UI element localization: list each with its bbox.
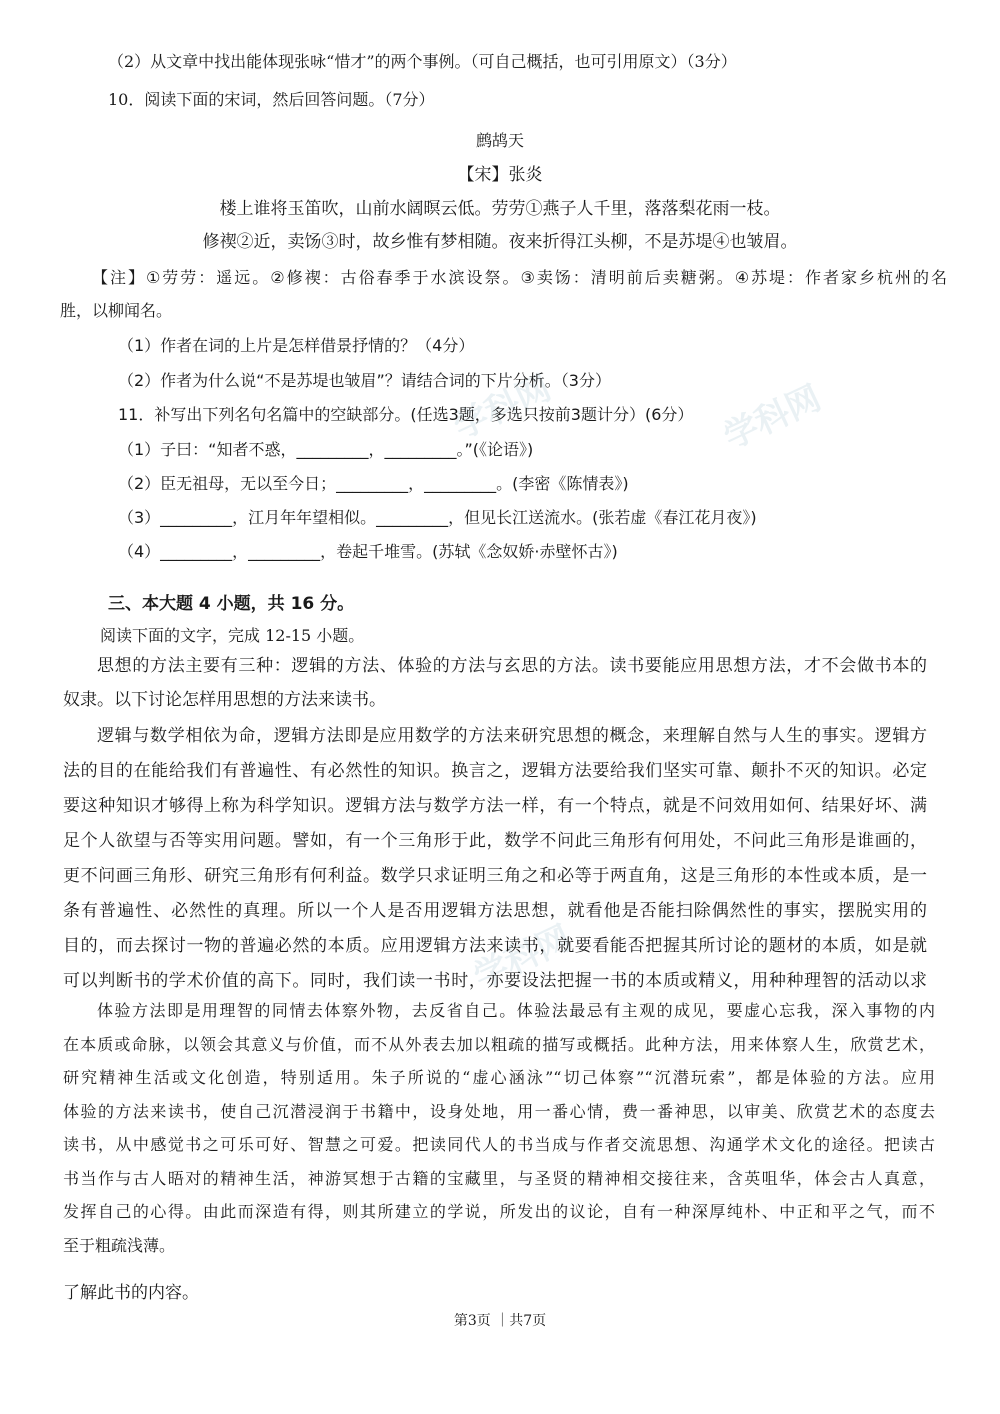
question-9-part-2: （2）从文章中找出能体现张咏“惜才”的两个事例。（可自己概括，也可引用原文）（3分） — [108, 52, 737, 71]
passage-line: 逻辑与数学相依为命，逻辑方法即是应用数学的方法来研究思想的概念，来理解自然与人生的事实。逻辑方 — [97, 726, 927, 746]
question-11-item-2: （2）臣无祖母，无以至今日；_________，_________。(李密《陈情表》) — [118, 474, 629, 493]
passage-line: 要这种知识才够得上称为科学知识。逻辑方法与数学方法一样，有一个特点，就是不问效用如何、结果好坏、满 — [63, 796, 927, 816]
passage-line: 体验的方法来读书，使自己沉潜浸润于书籍中，设身处地，用一番心情，费一番神思，以审美、欣赏艺术的态度去 — [63, 1102, 935, 1121]
passage-line: 在本质或命脉，以领会其意义与价值，而不从外表去加以粗疏的描写或概括。此种方法，用来体察人生，欣赏艺术， — [63, 1035, 935, 1054]
question-10-part-2: （2）作者为什么说“不是苏堤也皱眉”？请结合词的下片分析。（3分） — [118, 371, 611, 390]
watermark-text: 学科网 — [467, 917, 578, 998]
passage-line: 条有普遍性、必然性的真理。所以一个人是否用逻辑方法思想，就看他是否能扫除偶然性的事实，摆脱实用的 — [63, 901, 927, 921]
question-10-part-1: （1）作者在词的上片是怎样借景抒情的？（4分） — [118, 336, 475, 355]
passage-line: 至于粗疏浅薄。 — [63, 1236, 176, 1255]
question-10-prompt: 10．阅读下面的宋词，然后回答问题。（7分） — [108, 90, 435, 109]
passage-line: 可以判断书的学术价值的高下。同时，我们读一书时，亦要设法把握一书的本质或精义，用种种理智的活动以求 — [63, 971, 927, 991]
section-intro: 阅读下面的文字，完成 12-15 小题。 — [100, 626, 365, 645]
page-footer: 第3页 ｜共7页 — [453, 1313, 547, 1329]
passage-line: 足个人欲望与否等实用问题。譬如，有一个三角形于此，数学不问此三角形有何用处，不问此三角形是谁画的， — [63, 831, 927, 851]
passage-line: 奴隶。以下讨论怎样用思想的方法来读书。 — [63, 690, 386, 710]
poem-line-1: 楼上谁将玉笛吹，山前水阔暝云低。劳劳①燕子人千里，落落梨花雨一枝。 — [219, 199, 781, 219]
poem-note-continued: 胜，以柳闻名。 — [60, 301, 173, 320]
passage-line: 目的，而去探讨一物的普遍必然的本质。应用逻辑方法来读书，就要看能否把握其所讨论的题材的本质，如是就 — [63, 936, 927, 956]
question-11-item-1: （1）子曰：“知者不惑，_________，_________。”(《论语》) — [118, 440, 534, 459]
poem-title: 鹧鸪天 — [475, 131, 524, 150]
poem-note: 【注】①劳劳：遥远。②修禊：古俗春季于水滨设祭。③卖饧：清明前后卖糖粥。④苏堤：作者家乡杭州的名 — [92, 268, 947, 287]
passage-line: 书当作与古人晤对的精神生活，神游冥想于古籍的宝藏里，与圣贤的精神相交接往来，含英咀华，体会古人真意， — [63, 1169, 935, 1188]
passage-line: 发挥自己的心得。由此而深造有得，则其所建立的学说，所发出的议论，自有一种深厚纯朴、中正和平之气，而不 — [63, 1202, 935, 1221]
poem-line-2: 修禊②近，卖饧③时，故乡惟有梦相随。夜来折得江头柳，不是苏堤④也皱眉。 — [202, 232, 798, 252]
watermark-text: 学科网 — [447, 367, 558, 448]
passage-line: 读书，从中感觉书之可乐可好、智慧之可爱。把读同代人的书当成与作者交流思想、沟通学术文化的途径。把读古 — [63, 1135, 935, 1154]
passage-line: 研究精神生活或文化创造，特别适用。朱子所说的“虚心涵泳”“切己体察”“沉潜玩索”，都是体验的方法。应用 — [63, 1068, 935, 1087]
question-11-item-4: （4）_________，_________，卷起千堆雪。(苏轼《念奴娇·赤壁怀古》) — [118, 542, 618, 561]
question-11-item-3: （3）_________，江月年年望相似。_________，但见长江送流水。(张若虚《春江花月夜》) — [118, 508, 757, 527]
passage-line: 体验方法即是用理智的同情去体察外物，去反省自己。体验法最忌有主观的成见，要虚心忘我，深入事物的内 — [97, 1001, 935, 1020]
passage-line: 更不问画三角形、研究三角形有何利益。数学只求证明三角之和必等于两直角，这是三角形的本性或本质，是一 — [63, 866, 927, 886]
question-11-prompt: 11．补写出下列名句名篇中的空缺部分。(任选3题，多选只按前3题计分）(6分） — [118, 405, 694, 424]
passage-line: 法的目的在能给我们有普遍性、有必然性的知识。换言之，逻辑方法要给我们坚实可靠、颠扑不灭的知识。必定 — [63, 761, 927, 781]
section-heading: 三、本大题 4 小题，共 16 分。 — [108, 594, 355, 614]
watermark-text: 学科网 — [717, 377, 828, 458]
passage-line: 思想的方法主要有三种：逻辑的方法、体验的方法与玄思的方法。读书要能应用思想方法，才不会做书本的 — [97, 656, 927, 676]
passage-tail: 了解此书的内容。 — [63, 1283, 199, 1303]
poem-author: 【宋】张炎 — [457, 165, 543, 185]
